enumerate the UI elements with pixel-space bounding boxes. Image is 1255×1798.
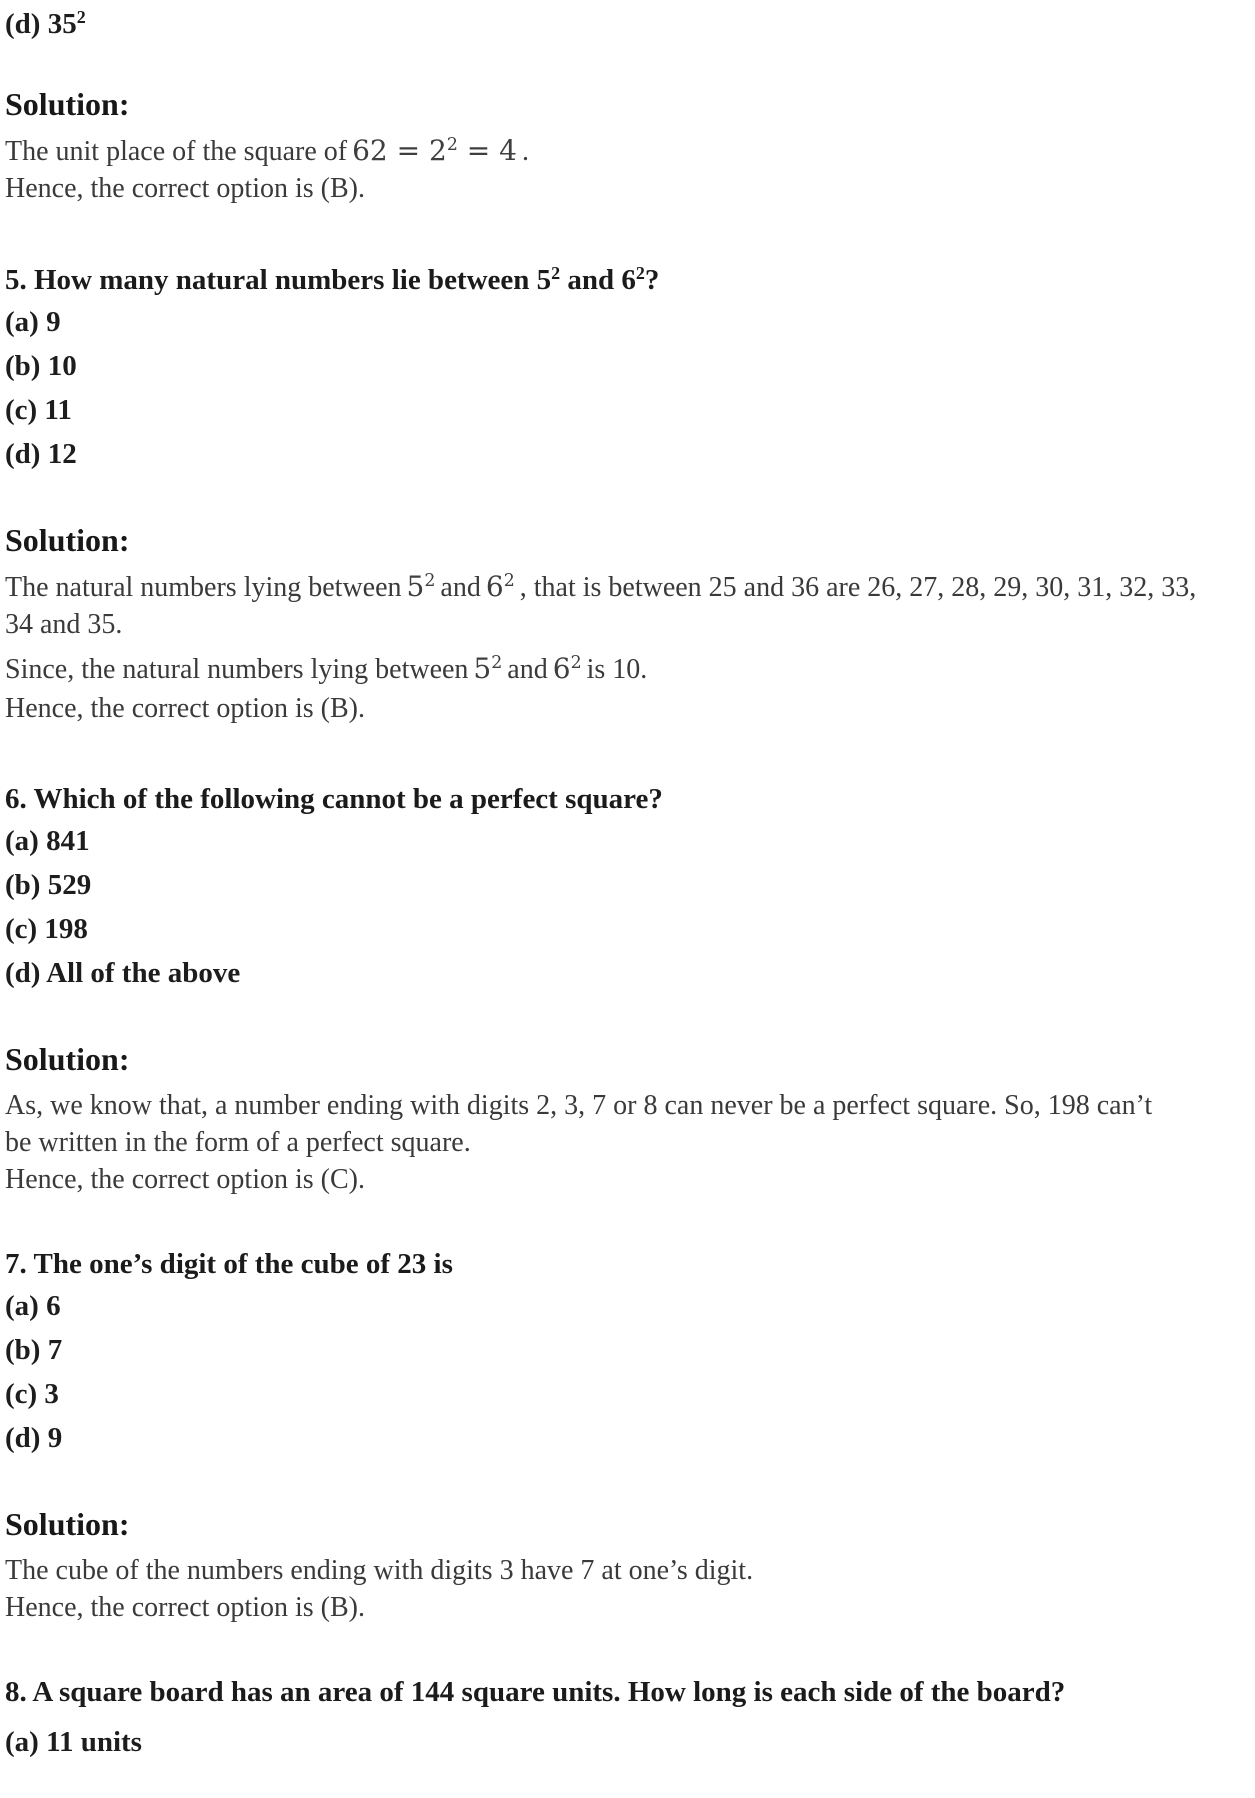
solution-q4-line1 <box>5 132 1255 170</box>
question-5-option-d: (d) 12 <box>5 438 77 470</box>
question-6-heading: 6. Which of the following cannot be a perfect square? <box>5 783 663 815</box>
solution-heading-q5: Solution: <box>5 522 130 558</box>
text-run: is 10. <box>586 654 648 685</box>
text-run: Since, the natural numbers lying between <box>5 654 469 685</box>
superscript: 2 <box>570 653 582 674</box>
superscript: 2 <box>491 653 503 674</box>
text-run: The natural numbers lying between <box>5 572 402 603</box>
superscript: 2 <box>446 135 458 156</box>
question-5-option-c: (c) 11 <box>5 394 72 426</box>
superscript: 2 <box>503 571 515 592</box>
math-base: 62 = 2 <box>352 134 447 167</box>
solution-q6-conclusion: Hence, the correct option is (C). <box>5 1164 365 1195</box>
question-5-option-a: (a) 9 <box>5 306 61 338</box>
question-7-option-b: (b) 7 <box>5 1334 63 1366</box>
question-7-option-d: (d) 9 <box>5 1422 63 1454</box>
text-run: and <box>507 654 548 685</box>
text-run: and 6 <box>560 264 636 296</box>
question-7-heading: 7. The one’s digit of the cube of 23 is <box>5 1248 453 1280</box>
text-run: The unit place of the square of <box>5 136 348 167</box>
math-base: 6 <box>552 652 571 685</box>
math-base: 5 <box>473 652 492 685</box>
question-7-option-a: (a) 6 <box>5 1290 61 1322</box>
question-5-heading <box>5 260 1255 300</box>
text-run: . <box>521 136 529 167</box>
text-run: , that is between 25 and 36 are 26, 27, 28, 29, 30, 31, 32, 33, 34 and 35. <box>5 572 1197 640</box>
question-8-heading: 8. A square board has an area of 144 square units. How long is each side of the board? <box>5 1676 1066 1708</box>
math-base: 6 <box>485 570 504 603</box>
superscript: 2 <box>76 7 86 28</box>
solution-q7-conclusion: Hence, the correct option is (B). <box>5 1592 365 1623</box>
solution-q7-paragraph1: The cube of the numbers ending with digits 3 have 7 at one’s digit. <box>5 1555 754 1586</box>
text-run: ? <box>644 264 660 296</box>
math-base: 5 <box>406 570 425 603</box>
solution-heading-q7: Solution: <box>5 1506 130 1542</box>
solution-heading-q6: Solution: <box>5 1041 130 1077</box>
option-text: (d) 35 <box>5 8 77 40</box>
solution-heading-q4: Solution: <box>5 86 130 122</box>
text-run: 5. How many natural numbers lie between 5 <box>5 264 552 296</box>
inline-math <box>402 570 441 603</box>
question-6-option-a: (a) 841 <box>5 825 90 857</box>
math-tail: = 4 <box>457 134 517 167</box>
superscript: 2 <box>551 263 561 284</box>
question-6-option-d: (d) All of the above <box>5 957 241 989</box>
superscript: 2 <box>635 263 645 284</box>
question-7-option-c: (c) 3 <box>5 1378 59 1410</box>
solution-q6-paragraph1: As, we know that, a number ending with digits 2, 3, 7 or 8 can never be a perfect square. So, 198 can’t be written in the form of a perfect square. <box>5 1090 1153 1158</box>
solution-q5-conclusion: Hence, the correct option is (B). <box>5 693 365 724</box>
text-run: and <box>440 572 481 603</box>
inline-math <box>548 652 587 685</box>
question-5-option-b: (b) 10 <box>5 350 77 382</box>
solution-q4-line2: Hence, the correct option is (B). <box>5 173 365 204</box>
solution-q5-paragraph2 <box>5 650 1255 688</box>
question-8-option-a: (a) 11 units <box>5 1726 142 1758</box>
question-6-option-c: (c) 198 <box>5 913 88 945</box>
inline-math <box>468 652 507 685</box>
superscript: 2 <box>424 571 436 592</box>
solution-q5-paragraph1 <box>5 568 1210 643</box>
option-line-prev-d <box>5 2 1255 46</box>
question-6-option-b: (b) 529 <box>5 869 92 901</box>
inline-math <box>347 134 522 167</box>
inline-math <box>481 570 520 603</box>
